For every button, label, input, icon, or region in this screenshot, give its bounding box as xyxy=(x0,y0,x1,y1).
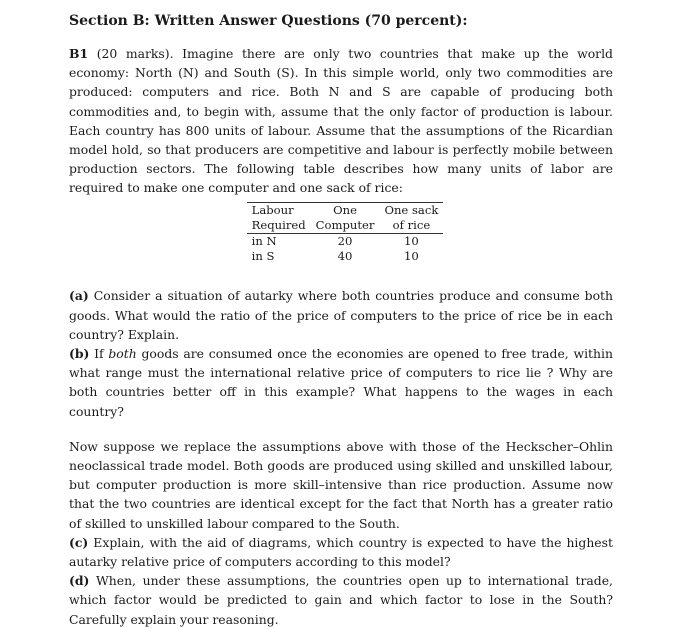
table-row xyxy=(247,234,444,250)
heckscher-ohlin-paragraph: Now suppose we replace the assumptions above with those of the Heckscher–Ohlin neoclassical trade model. Both goods are produced using skilled and unskilled labour, but computer production is more skill–intensive than rice production. Assume now that the two countries are identical except for the fact that North has a greater ratio of skilled to unskilled labour compared to the South. xyxy=(69,438,613,531)
b1-intro-text: Imagine there are only two countries that make up the world economy: North (N) and South (S). In this simple world, only two commodities are produced: computers and rice. Both N and S are capable of producing both commodities and, to begin with, assume that the only factor of production is labour. Each country has 800 units of labour. Assume that the assumptions of the Ricardian model hold, so that producers are competitive and labour is perfectly mobile between production sectors. The following table describes how many units of labor are required to make one computer and one sack of rice: xyxy=(69,46,613,196)
b1-label: B1 xyxy=(69,46,89,61)
question-b-label: (b) xyxy=(69,346,90,362)
table-cell-country: in S xyxy=(251,249,275,264)
table-header-labour: Labour Required xyxy=(247,202,311,233)
table-row xyxy=(247,249,444,264)
table-cell-rice: 10 xyxy=(404,234,419,249)
question-c xyxy=(69,533,613,571)
b1-intro-paragraph xyxy=(69,44,613,198)
question-b-text: goods are consumed once the economies are opened to free trade, within what range must the international relative price of computers to rice lie ? Why are both countries better off in this example? What happens to the wages in each country? xyxy=(69,346,613,419)
table-header-rice: One sack of rice xyxy=(379,202,443,233)
question-a xyxy=(69,286,613,344)
table-cell-country: in N xyxy=(251,234,277,249)
table-cell-computer: 20 xyxy=(337,234,353,249)
question-b xyxy=(69,344,613,421)
question-c-label: (c) xyxy=(69,534,89,550)
question-c-text: Explain, with the aid of diagrams, which country is expected to have the highest autarky relative price of computers according to this model? xyxy=(69,534,613,570)
question-d-label: (d) xyxy=(69,573,90,589)
question-d-text: When, under these assumptions, the countries open up to international trade, which factor would be predicted to gain and which factor to lose in the South? Carefully explain your reasoning. xyxy=(69,573,613,627)
question-b-pre: If xyxy=(94,346,104,362)
question-a-text: Consider a situation of autarky where both countries produce and consume both goods. What would the ratio of the price of computers to the price of rice be in each country? Explain. xyxy=(69,288,613,342)
table-header-computer: One Computer xyxy=(311,202,380,233)
table-cell-rice: 10 xyxy=(404,249,419,264)
question-b-emphasis: both xyxy=(108,346,137,362)
question-a-label: (a) xyxy=(69,288,89,304)
labour-requirements-table xyxy=(247,202,444,265)
question-d xyxy=(69,571,613,629)
b1-marks: (20 marks). xyxy=(96,46,174,61)
exam-page xyxy=(69,12,613,629)
labour-table-wrapper xyxy=(69,202,613,265)
table-cell-computer: 40 xyxy=(337,249,353,264)
section-heading: Section B: Written Answer Questions (70 percent): xyxy=(69,13,468,29)
